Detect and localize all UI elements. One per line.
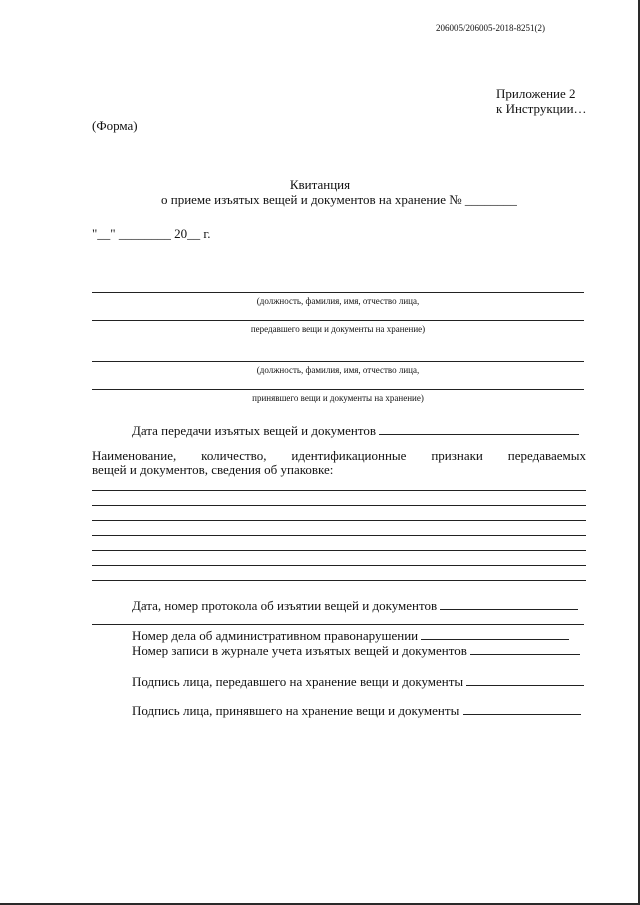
receiver-fill-line-1: [92, 361, 584, 362]
case-label: Номер дела об административном правонарушении: [132, 628, 419, 643]
receipt-title: Квитанция: [289, 177, 351, 192]
journal-row: [132, 643, 580, 659]
appendix-line-1: Приложение 2: [496, 86, 576, 101]
items-paragraph-line-2: вещей и документов, сведения об упаковке:: [92, 462, 334, 477]
items-fill-line-3[interactable]: [92, 520, 586, 521]
items-fill-line-2[interactable]: [92, 505, 586, 506]
protocol-label: Дата, номер протокола об изъятии вещей и документов: [132, 598, 438, 613]
receipt-date-line: "__" ________ 20__ г.: [92, 226, 211, 241]
items-fill-line-5[interactable]: [92, 550, 586, 551]
signature-receiver-field[interactable]: [463, 703, 581, 715]
transfer-date-row: [132, 423, 579, 439]
items-paragraph-line-1: Наименование, количество, идентификационные признаки передаваемых: [92, 448, 586, 463]
receipt-subtitle: о приеме изъятых вещей и документов на хранение № ________: [161, 192, 517, 207]
giver-caption-2: передавшего вещи и документы на хранение): [250, 324, 426, 334]
signature-giver-label: Подпись лица, передавшего на хранение вещи и документы: [132, 674, 464, 689]
document-code: 206005/206005-2018-8251(2): [436, 23, 545, 33]
items-fill-line-6[interactable]: [92, 565, 586, 566]
signature-giver-row: [132, 674, 584, 690]
giver-fill-line-2: [92, 320, 584, 321]
protocol-field[interactable]: [440, 598, 578, 610]
signature-receiver-label: Подпись лица, принявшего на хранение вещи и документы: [132, 703, 460, 718]
form-label: (Форма): [92, 118, 138, 133]
journal-label: Номер записи в журнале учета изъятых вещей и документов: [132, 643, 467, 658]
items-fill-line-7[interactable]: [92, 580, 586, 581]
items-fill-line-1[interactable]: [92, 490, 586, 491]
receiver-caption-1: (должность, фамилия, имя, отчество лица,: [256, 365, 420, 375]
protocol-fill-line[interactable]: [92, 624, 584, 625]
giver-caption-1: (должность, фамилия, имя, отчество лица,: [256, 296, 420, 306]
giver-fill-line-1: [92, 292, 584, 293]
signature-receiver-row: [132, 703, 581, 719]
protocol-row: [132, 598, 578, 614]
items-paragraph: [92, 449, 586, 477]
case-field[interactable]: [421, 628, 569, 640]
appendix-header: [496, 86, 587, 116]
appendix-line-2: к Инструкции…: [496, 101, 587, 116]
journal-field[interactable]: [470, 643, 580, 655]
transfer-date-label: Дата передачи изъятых вещей и документов: [132, 423, 377, 438]
items-fill-line-4[interactable]: [92, 535, 586, 536]
transfer-date-field[interactable]: [379, 423, 579, 435]
case-row: [132, 628, 569, 644]
receiver-caption-2: принявшего вещи и документы на хранение): [252, 393, 424, 403]
signature-giver-field[interactable]: [466, 674, 584, 686]
receiver-fill-line-2: [92, 389, 584, 390]
